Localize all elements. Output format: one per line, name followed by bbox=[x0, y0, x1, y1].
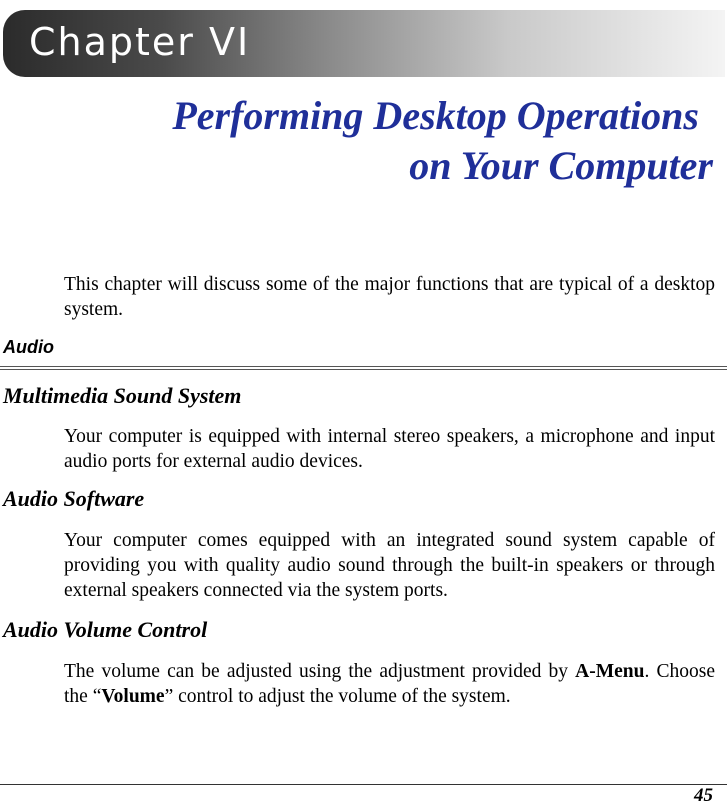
page-title-line-1: Performing Desktop Operations bbox=[172, 93, 699, 138]
footer-divider bbox=[0, 784, 727, 785]
page-title-line-2: on Your Computer bbox=[409, 143, 713, 188]
chapter-label: Chapter VI bbox=[29, 20, 251, 64]
paragraph-multimedia-sound-system: Your computer is equipped with internal stereo speakers, a microphone and input audio ports for external audio devices. bbox=[64, 426, 715, 472]
section-divider bbox=[0, 366, 727, 370]
subheading-audio-software: Audio Software bbox=[3, 486, 145, 511]
intro-paragraph: This chapter will discuss some of the major functions that are typical of a desktop system. bbox=[64, 274, 715, 320]
section-heading-audio: Audio bbox=[3, 337, 54, 357]
paragraph-audio-software: Your computer comes equipped with an integrated sound system capable of providing you with quality audio sound through the built-in speakers or through external speakers connected via the system ports. bbox=[64, 530, 715, 601]
volume-term: Volume bbox=[101, 686, 165, 707]
a-menu-term: A-Menu bbox=[575, 661, 645, 682]
subheading-multimedia-sound-system: Multimedia Sound System bbox=[3, 383, 242, 408]
page-number: 45 bbox=[694, 785, 713, 806]
chapter-banner bbox=[3, 10, 725, 77]
subheading-audio-volume-control: Audio Volume Control bbox=[3, 617, 208, 642]
volume-text-3: ” control to adjust the volume of the system. bbox=[164, 686, 511, 707]
volume-text-1: The volume can be adjusted using the adjustment provided by bbox=[64, 661, 576, 682]
paragraph-audio-volume-control bbox=[64, 659, 715, 709]
volume-text-2: . Choose the “ bbox=[64, 661, 716, 707]
